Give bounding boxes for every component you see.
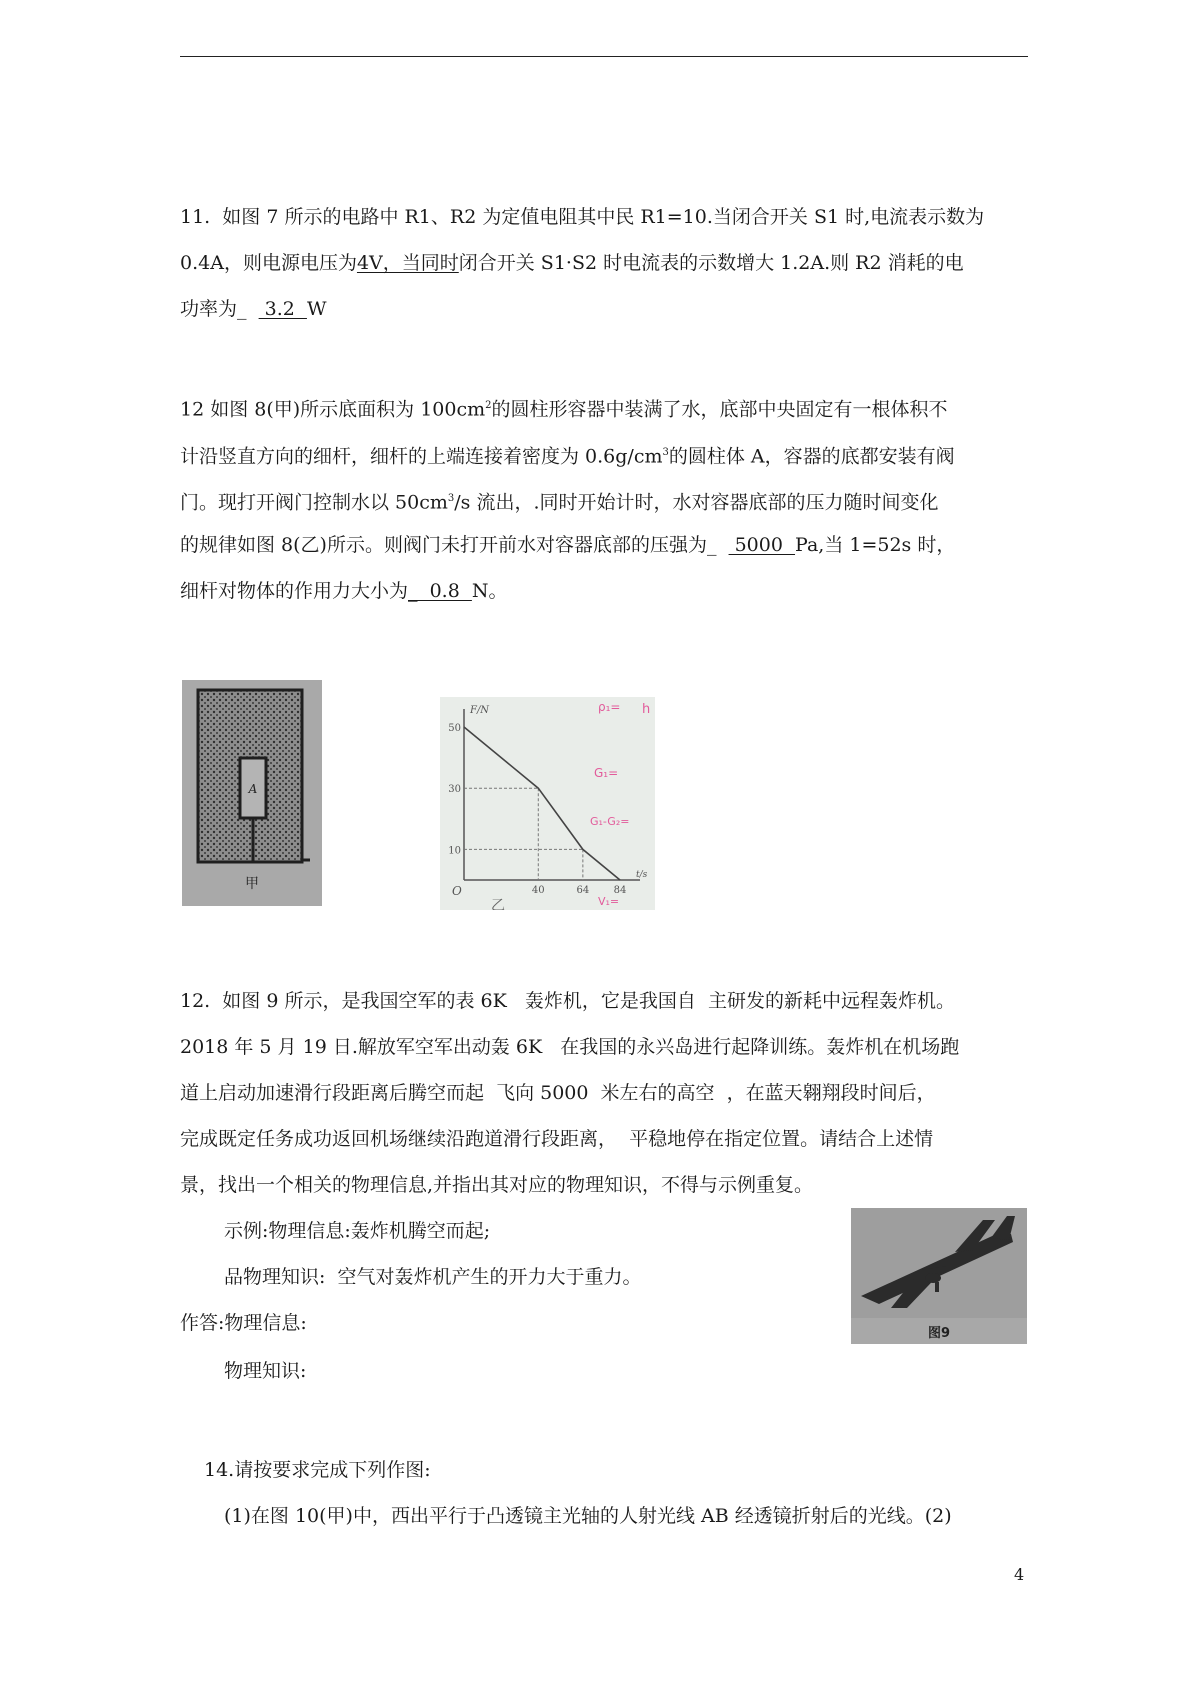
q12a-answer-1: 5000	[728, 534, 796, 556]
q12b-line-5: 景，找出一个相关的物理信息,并指出其对应的物理知识，不得与示例重复。	[180, 1174, 814, 1196]
figure-9-caption: 图9	[927, 1326, 951, 1341]
note-4: G₁-G₂=	[590, 815, 630, 828]
x-tick-label-2: 84	[613, 885, 627, 896]
q12a-line-3: 门。现打开阀门控制水以 $50cm^3/s$ 流出，.同时开始计时，水对容器底部的压力随时间变化	[180, 491, 939, 514]
page-number: 4	[1014, 1565, 1025, 1584]
q12b-answer-knowledge: 物理知识:	[224, 1360, 307, 1382]
figure-8-container	[182, 680, 322, 906]
q12b-example-2: 品物理知识: 空气对轰炸机产生的开力大于重力。	[224, 1266, 642, 1288]
x-tick-label-1: 64	[576, 885, 590, 896]
note-2: h	[642, 702, 651, 717]
q12a-line-2: 计沿竖直方向的细杆，细杆的上端连接着密度为 $0.6g/cm^3$的圆柱体 A，容器的底都安装有阀	[180, 445, 955, 468]
figure-8-caption-jia: 甲	[245, 876, 259, 892]
y-axis-label: F/N	[470, 705, 490, 716]
note-1: ρ₁=	[598, 700, 621, 714]
q12a-line-1: 12 如图 8(甲)所示底面积为 $100cm^2$的圆柱形容器中装满了水，底部中央固定有一根体积不	[180, 398, 948, 421]
q11-line-3: 功率为_ 3.2 W	[180, 298, 327, 320]
y-tick-label-2: 10	[448, 845, 461, 857]
q11-answer: 3.2	[258, 298, 307, 320]
figure-8-graph	[440, 697, 655, 910]
q12b-line-3: 道上启动加速滑行段距离后腾空而起 飞向 5000 米左右的高空 ，在蓝天翱翔段时间后，	[180, 1082, 936, 1104]
q12b-line-1: 12. 如图 9 所示，是我国空军的表 6K 轰炸机，它是我国自 主研发的新耗中远程轰炸机。	[180, 990, 955, 1012]
q14-line-1: 14.请按要求完成下列作图:	[204, 1459, 431, 1481]
q12a-answer-2: _ 0.8	[408, 580, 472, 602]
origin-label: O	[452, 884, 462, 898]
q11-line-1: 11. 如图 7 所示的电路中 R1、R2 为定值电阻其中民 R1=10.当闭合开关 S1 时,电流表示数为	[180, 206, 985, 228]
figure-9-bomber	[851, 1208, 1027, 1344]
y-tick-label-1: 30	[448, 784, 461, 796]
graph-photo-bg	[440, 697, 655, 910]
header-rule	[180, 56, 1028, 57]
x-tick-label-0: 40	[531, 885, 545, 896]
q12b-line-4: 完成既定任务成功返回机场继续沿跑道滑行段距离， 平稳地停在指定位置。请结合上述情	[180, 1128, 934, 1150]
q12b-example-1: 示例:物理信息:轰炸机腾空而起;	[224, 1220, 491, 1242]
x-axis-label: t/s	[636, 870, 648, 880]
figure-8-caption-yi: 乙	[491, 898, 505, 910]
q12a-line-4: 的规律如图 8(乙)所示。则阀门未打开前水对容器底部的压强为_ 5000 Pa,当 1=52s 时，	[180, 534, 956, 556]
q12b-answer-info: 作答:物理信息:	[180, 1312, 307, 1334]
q12a-line-5: 细杆对物体的作用力大小为_ 0.8 N。	[180, 580, 508, 602]
note-5: V₁=	[598, 895, 620, 908]
q12b-line-2: 2018 年 5 月 19 日.解放军空军出动轰 6K 在我国的永兴岛进行起降训练。轰炸机在机场跑	[180, 1036, 960, 1058]
q14-line-2: (1)在图 10(甲)中，西出平行于凸透镜主光轴的人射光线 AB 经透镜折射后的光线。(2)	[224, 1505, 952, 1527]
note-3: G₁=	[594, 766, 619, 780]
y-tick-label-0: 50	[448, 723, 461, 734]
cylinder-a-label: A	[248, 782, 258, 796]
q11-line-2: 0.4A，则电源电压为4V，当同时闭合开关 S1·S2 时电流表的示数增大 1.2A.则 R2 消耗的电	[180, 252, 964, 274]
